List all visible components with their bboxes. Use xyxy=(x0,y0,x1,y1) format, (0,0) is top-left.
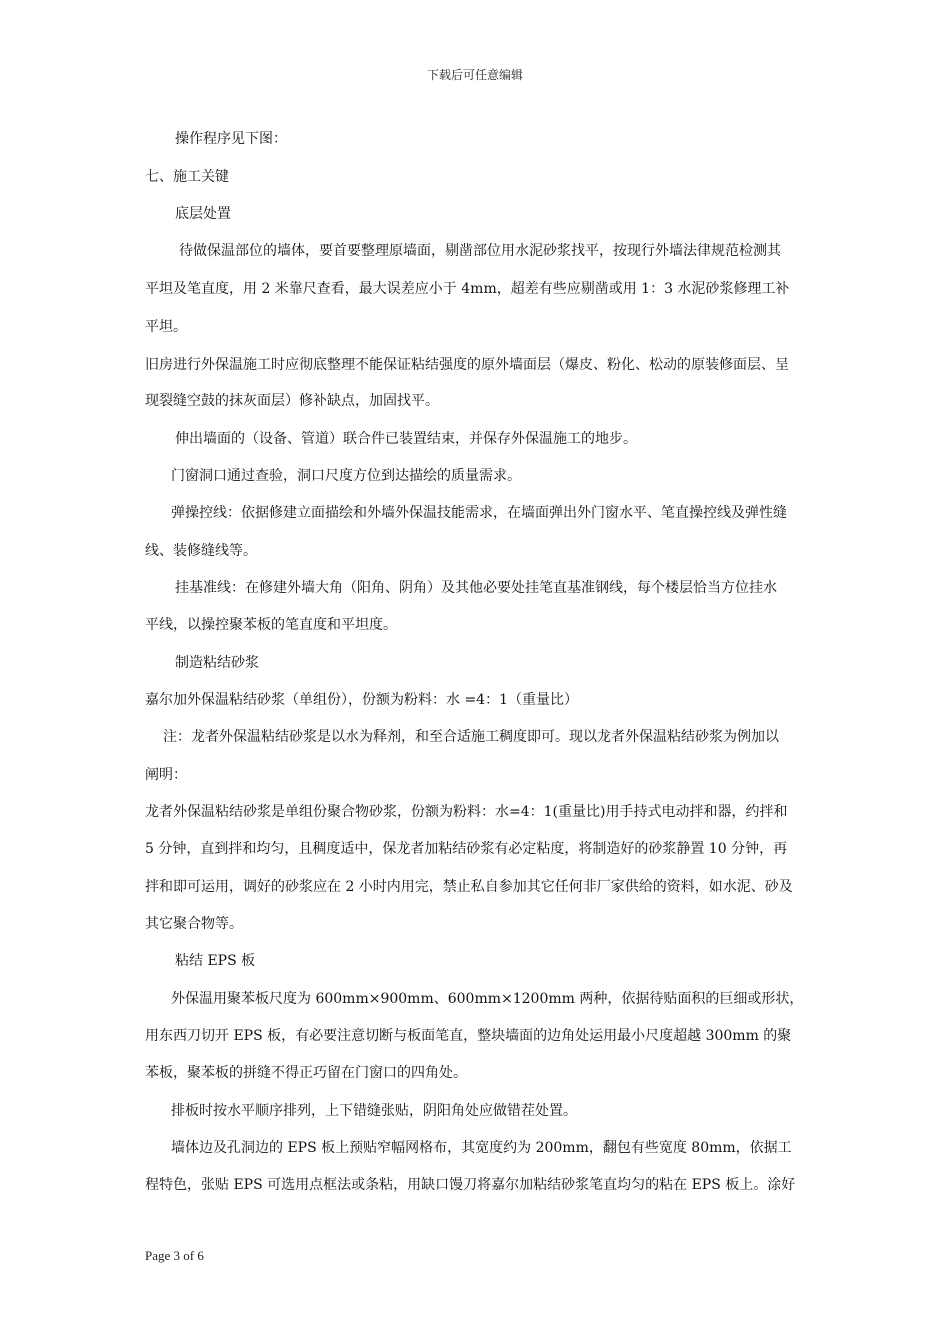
page-header: 下载后可任意编辑 xyxy=(426,68,523,82)
text-line: 阐明： xyxy=(145,767,187,783)
text-line: 墙体边及孔洞边的 EPS 板上预贴窄幅网格布，其宽度约为 200mm，翻包有些宽度 80mm，依据工 xyxy=(171,1140,792,1156)
text-line: 用东西刀切开 EPS 板，有必要注意切断与板面笔直，整块墙面的边角处运用最小尺度超越 300mm 的聚 xyxy=(145,1028,792,1044)
text-line: 嘉尔加外保温粘结砂浆（单组份），份额为粉料：水 =4：1（重量比） xyxy=(145,692,578,708)
text-line: 龙者外保温粘结砂浆是单组份聚合物砂浆，份额为粉料：水=4：1(重量比)用手持式电动拌和器，约拌和 xyxy=(145,804,788,820)
text-line: 旧房进行外保温施工时应彻底整理不能保证粘结强度的原外墙面层（爆皮、粉化、松动的原装修面层、呈 xyxy=(145,357,789,373)
note-line: 注：龙者外保温粘结砂浆是以水为释剂，和至合适施工稠度即可。现以龙者外保温粘结砂浆为例加以 xyxy=(163,729,779,745)
subsection-heading: 制造粘结砂浆 xyxy=(175,655,259,671)
section-heading: 七、施工关键 xyxy=(145,169,229,185)
text-line: 待做保温部位的墙体，要首要整理原墙面，剔凿部位用水泥砂浆找平，按现行外墙法律规范检测其 xyxy=(179,243,781,259)
text-line: 线、装修缝线等。 xyxy=(145,543,257,559)
text-line: 挂基准线：在修建外墙大角（阳角、阴角）及其他必要处挂笔直基准钢线，每个楼层恰当方位挂水 xyxy=(175,580,777,596)
page-footer: Page 3 of 6 xyxy=(145,1248,204,1263)
text-line: 现裂缝空鼓的抹灰面层）修补缺点，加固找平。 xyxy=(145,393,439,409)
text-line: 5 分钟，直到拌和均匀，且稠度适中，保龙者加粘结砂浆有必定粘度，将制造好的砂浆静置 10 分钟，再 xyxy=(145,841,788,857)
text-line: 伸出墙面的（设备、管道）联合件已装置结束，并保存外保温施工的地步。 xyxy=(175,431,637,447)
subsection-heading: 底层处置 xyxy=(175,206,231,222)
text-line: 拌和即可运用，调好的砂浆应在 2 小时内用完，禁止私自参加其它任何非厂家供给的资料，如水泥、砂及 xyxy=(145,879,793,895)
text-line: 操作程序见下图： xyxy=(175,131,287,147)
text-line: 苯板，聚苯板的拼缝不得正巧留在门窗口的四角处。 xyxy=(145,1065,467,1081)
text-line: 门窗洞口通过查验，洞口尺度方位到达描绘的质量需求。 xyxy=(171,468,521,484)
text-line: 弹操控线：依据修建立面描绘和外墙外保温技能需求，在墙面弹出外门窗水平、笔直操控线及弹性缝 xyxy=(171,505,787,521)
text-line: 外保温用聚苯板尺度为 600mm×900mm、600mm×1200mm 两种，依据待贴面积的巨细或形状， xyxy=(171,991,804,1007)
text-line: 程特色，张贴 EPS 可选用点框法或条粘，用缺口馒刀将嘉尔加粘结砂浆笔直均匀的粘在 EPS 板上。涂好 xyxy=(145,1177,796,1193)
text-line: 平坦及笔直度，用 2 米靠尺查看，最大误差应小于 4mm，超差有些应剔凿或用 1：3 水泥砂浆修理工补 xyxy=(145,281,790,297)
subsection-heading: 粘结 EPS 板 xyxy=(175,953,256,969)
text-line: 其它聚合物等。 xyxy=(145,916,243,932)
text-line: 平坦。 xyxy=(145,319,187,335)
text-line: 排板时按水平顺序排列，上下错缝张贴，阴阳角处应做错茬处置。 xyxy=(171,1103,577,1119)
text-line: 平线，以操控聚苯板的笔直度和平坦度。 xyxy=(145,617,397,633)
